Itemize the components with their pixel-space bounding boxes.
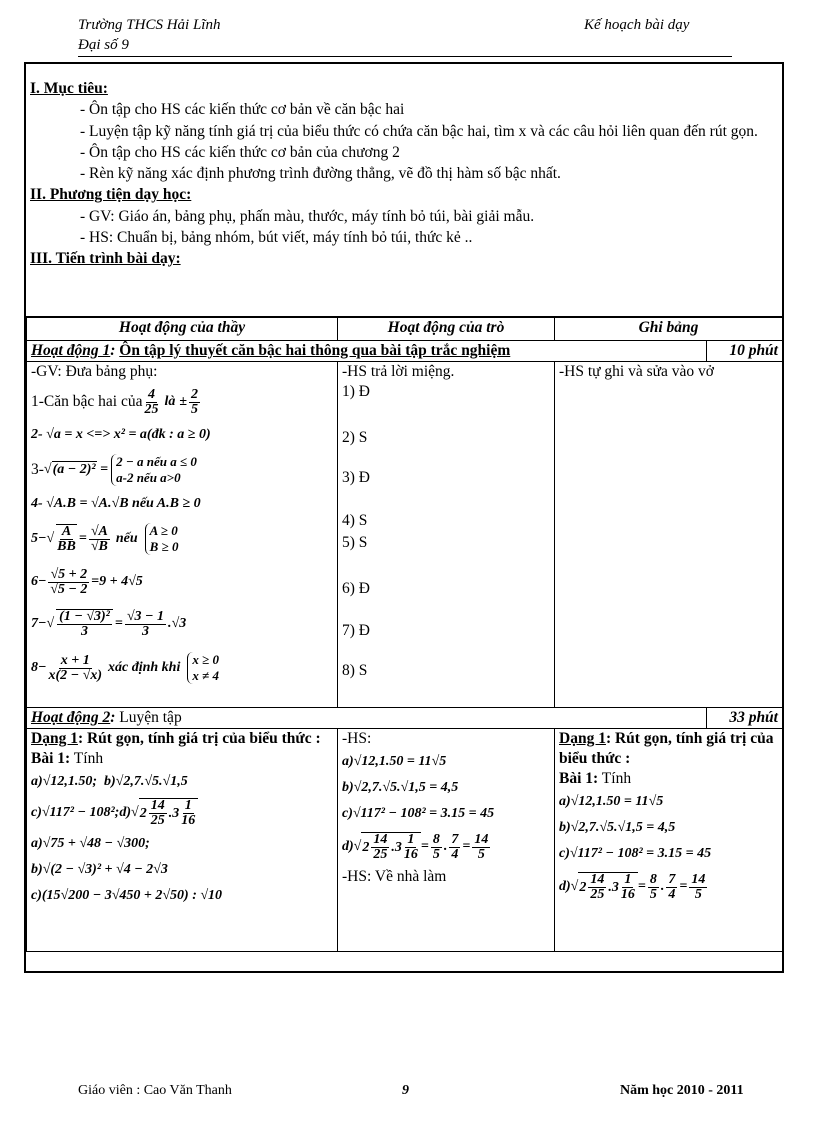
q8-case1: x ≥ 0 [192, 652, 219, 667]
answer-8: 8) S [342, 662, 368, 679]
q7-prefix: 7− [31, 616, 47, 631]
task-c: c)√117² − 108²; [31, 805, 120, 820]
board-dang1-label: Dạng 1 [559, 730, 606, 747]
answer-2: 2) S [342, 429, 368, 446]
q5-case1: A ≥ 0 [149, 523, 178, 538]
q1-word: là [164, 394, 176, 409]
activity1-board: -HS tự ghi và sửa vào vở [555, 362, 783, 708]
board-solution-b: b)√2,7.√5.√1,5 = 4,5 [559, 820, 676, 835]
q8-word: xác định khi [107, 660, 181, 675]
q5-word: nếu [115, 531, 138, 546]
objective-item: - Rèn kỹ năng xác định phương trình đường thẳng, vẽ đồ thị hàm số bậc nhất. [80, 165, 561, 183]
activity2-row [27, 729, 783, 952]
fraction-4-25: $\frac{4}{25}$ [144, 386, 159, 417]
activity2-title: Hoạt động 2: Luyện tập [27, 708, 707, 729]
board-solution-c: c)√117² − 108² = 3.15 = 45 [559, 846, 712, 861]
question-8: 8− $\frac{x + 1}{x(2 - √x)}$ xác định khi x ≥ 0 x ≠ 4 [31, 652, 219, 683]
activity2-label: Hoạt động 2 [31, 709, 111, 726]
q3-case2: a-2 nếu a>0 [116, 470, 181, 485]
task-b: b)√2,7.√5.√1,5 [104, 774, 188, 789]
task-d: d) [119, 805, 131, 820]
means-item: - GV: Giáo án, bảng phụ, phấn màu, thước, máy tính bỏ túi, bài giải mẫu. [80, 207, 535, 225]
objectives-title: I. Mục tiêu: [30, 80, 108, 97]
question-5: 5− √ $\frac{A}{BB}$ = $\frac{√A}{√B}$ nếu A ≥ 0 B ≥ 0 [31, 523, 179, 554]
question-6: 6− $\frac{√5 + 2}{√5 - 2}$ =9 + 4√5 [31, 566, 143, 597]
bai1-title [31, 749, 333, 769]
board-dang1-text: : Rút gọn, tính giá trị của biểu thức : [559, 730, 774, 767]
activity1-label: Hoạt động 1 [31, 342, 111, 359]
header-rule [78, 56, 732, 57]
doc-type: Kế hoạch bài dạy [584, 17, 690, 33]
means-item: - HS: Chuẩn bị, bảng nhóm, bút viết, máy tính bỏ túi, thức kẻ .. [80, 229, 473, 247]
board-bai1-title [559, 769, 778, 789]
q3-cases [111, 454, 197, 486]
q5-prefix: 5− [31, 531, 47, 546]
question-2: 2- √a = x <=> x² = a(đk : a ≥ 0) [31, 427, 211, 442]
col-board: Ghi bảng [555, 317, 783, 341]
activity2-topic: Luyện tập [119, 709, 182, 726]
board-solution-a: a)√12,1.50 = 11√5 [559, 794, 664, 809]
subject-name: Đại số 9 [78, 37, 129, 53]
question-7: 7− √ $\frac{\text{(1 − √3)²}}{3}$ = $\frac{√3 - 1}{3}$ .√3 [31, 608, 187, 639]
student-solution-a: a)√12,1.50 = 11√5 [342, 754, 447, 769]
q8-cases [187, 652, 219, 684]
activity1-student [338, 362, 555, 708]
q6-prefix: 6− [31, 574, 47, 589]
board-d-label: d) [559, 879, 571, 894]
fraction-2-5: $\frac{2}{5}$ [191, 386, 199, 417]
task-a2: a)√75 + √48 − √300; [31, 836, 150, 851]
school-name: Trường THCS Hải Lĩnh [78, 17, 221, 33]
objective-item: - Ôn tập cho HS các kiến thức cơ bản của chương 2 [80, 143, 400, 161]
q3-prefix: 3- [31, 461, 44, 478]
activity2-header [27, 708, 783, 729]
activity1-header [27, 341, 783, 362]
student-solution-b: b)√2,7.√5.√1,5 = 4,5 [342, 780, 459, 795]
task-b2: b)√(2 − √3)² + √4 − 2√3 [31, 862, 168, 877]
task-a-b [31, 769, 333, 795]
activity2-student [338, 729, 555, 952]
board-solution-d: d) √ 2 $\frac{14}{25}$ .3 $\frac{1}{16}$ = $\frac{8}{5}$ . $\frac{7}{4}$ = $\frac{14}{5}$ [559, 871, 706, 902]
objective-item: - Ôn tập cho HS các kiến thức cơ bản về căn bậc hai [80, 101, 405, 119]
column-header-row [27, 317, 783, 341]
answer-1: 1) Đ [342, 383, 370, 400]
activity1-topic: Ôn tập lý thuyết căn bậc hai thông qua bài tập trắc nghiệm [119, 342, 511, 359]
q1-prefix: 1-Căn bậc hai của [31, 393, 143, 410]
objective-item: - Luyện tập kỹ năng tính giá trị của biểu thức có chứa căn bậc hai, tìm x và các câu hỏi liên quan đến rút gọn. [80, 122, 758, 140]
activity1-teacher [27, 362, 338, 708]
board-bai1-label: Bài 1: [559, 770, 599, 787]
means-title: II. Phương tiện dạy học: [30, 186, 192, 204]
answer-4: 4) S [342, 512, 368, 529]
student-intro: -HS trả lời miệng. [342, 363, 455, 380]
q3-case1: 2 − a nếu a ≤ 0 [116, 454, 197, 469]
question-4: 4- √A.B = √A.√B nếu A.B ≥ 0 [31, 496, 201, 511]
q8-prefix: 8− [31, 660, 47, 675]
activity2-duration: 33 phút [707, 708, 783, 729]
answer-5: 5) S [342, 534, 368, 551]
student-home: -HS: Về nhà làm [342, 868, 447, 885]
q5-cases [145, 523, 179, 555]
student-d-label: d) [342, 839, 354, 854]
student-solution-c: c)√117² − 108² = 3.15 = 45 [342, 806, 495, 821]
student-solution-d: d) √ 2 $\frac{14}{25}$ .3 $\frac{1}{16}$ = $\frac{8}{5}$ . $\frac{7}{4}$ = $\frac{14}{5}$ [342, 831, 489, 862]
answer-7: 7) Đ [342, 622, 370, 639]
bai1-word: Tính [73, 750, 104, 767]
teacher-intro: -GV: Đưa bảng phụ: [31, 363, 158, 380]
process-title: III. Tiến trình bài dạy: [30, 250, 181, 268]
bai1-label: Bài 1: [31, 750, 71, 767]
board-bai1-word: Tính [601, 770, 632, 787]
dang1-title [31, 729, 333, 749]
footer-year: Năm học 2010 - 2011 [620, 1083, 744, 1098]
task-a: a)√12,1.50; [31, 774, 98, 789]
answer-6: 6) Đ [342, 580, 370, 597]
activity1-row [27, 362, 783, 708]
col-teacher: Hoạt động của thầy [27, 317, 338, 341]
activity2-teacher [27, 729, 338, 952]
activity2-board [555, 729, 783, 952]
dang1-text: : Rút gọn, tính giá trị của biểu thức : [77, 730, 321, 747]
question-3: 3- √(a − 2)² = 2 − a nếu a ≤ 0 a-2 nếu a>0 [31, 454, 197, 485]
page-number: 9 [402, 1083, 409, 1098]
student2-intro: -HS: [342, 730, 372, 747]
question-1: 1-Căn bậc hai của $\frac{4}{25}$ là ± $\frac{2}{5}$ [31, 386, 199, 417]
task-c-d: c)√117² − 108²; d) √ 2 $\frac{14}{25}$ .3 $\frac{1}{16}$ [31, 795, 333, 831]
q8-case2: x ≠ 4 [192, 668, 219, 683]
q6-rhs: =9 + 4√5 [91, 574, 143, 589]
dang1-label: Dạng 1 [31, 730, 78, 747]
activity1-title: Hoạt động 1: Ôn tập lý thuyết căn bậc hai thông qua bài tập trắc nghiệm [27, 341, 707, 362]
answer-3: 3) Đ [342, 469, 370, 486]
activity1-duration: 10 phút [707, 341, 783, 362]
footer-teacher: Giáo viên : Cao Văn Thanh [78, 1083, 232, 1098]
lesson-intro [30, 78, 782, 270]
board-dang1-title [559, 729, 778, 769]
col-student: Hoạt động của trò [338, 317, 555, 341]
q5-case2: B ≥ 0 [149, 539, 179, 554]
lesson-table [26, 316, 783, 952]
task-c2: c)(15√200 − 3√450 + 2√50) : √10 [31, 888, 223, 903]
